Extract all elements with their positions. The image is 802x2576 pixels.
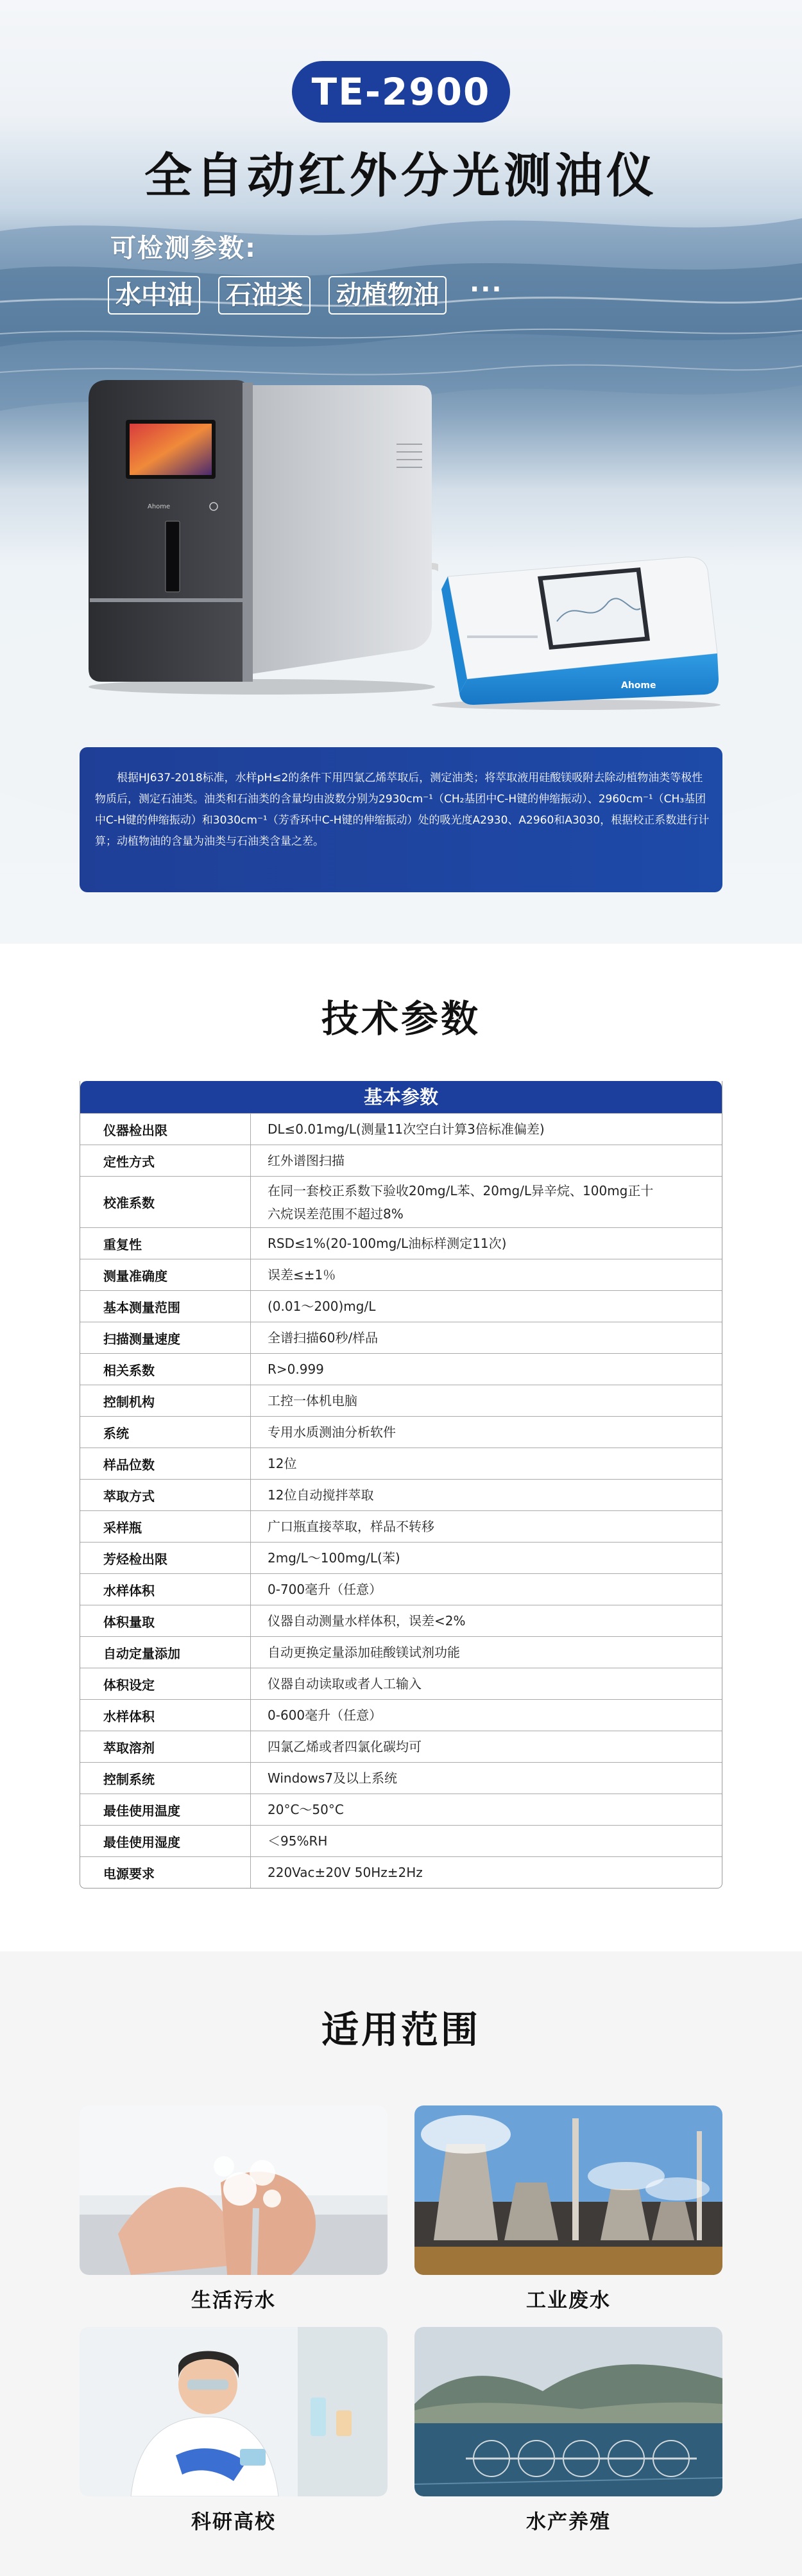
spec-section xyxy=(0,944,802,1951)
hero-banner xyxy=(0,0,802,944)
spec-table-title: 基本参数 xyxy=(80,1081,722,1113)
spec-row-key: 仪器检出限 xyxy=(80,1114,251,1145)
spec-row-key: 基本测量范围 xyxy=(80,1291,251,1322)
aquaculture-image xyxy=(414,2327,722,2496)
spec-row xyxy=(80,1176,722,1227)
spec-row-value: 自动更换定量添加硅酸镁试剂功能 xyxy=(268,1645,460,1660)
spec-row-value: 误差≤±1％ xyxy=(268,1267,336,1283)
spec-row-value: RSD≤1%(20-100mg/L油标样测定11次) xyxy=(268,1236,507,1251)
spec-row-key: 控制机构 xyxy=(80,1385,251,1416)
spec-row-key: 测量准确度 xyxy=(80,1259,251,1290)
spec-row xyxy=(80,1636,722,1668)
spec-row-key: 相关系数 xyxy=(80,1354,251,1385)
page-title: 全自动红外分光测油仪 xyxy=(144,148,658,203)
param-tag-animal-plant-oil: 动植物油 xyxy=(328,276,447,315)
scope-card-research xyxy=(80,2327,388,2496)
small-device-brand: Ahome xyxy=(621,680,656,691)
spec-row xyxy=(80,1479,722,1510)
spec-row-value: (0.01～200)mg/L xyxy=(268,1299,376,1314)
spec-row-key: 采样瓶 xyxy=(80,1511,251,1542)
scope-card-domestic-sewage xyxy=(80,2105,388,2275)
spec-row xyxy=(80,1794,722,1825)
spec-row xyxy=(80,1353,722,1385)
spec-row xyxy=(80,1856,722,1888)
spec-row-key: 水样体积 xyxy=(80,1700,251,1731)
spec-row-value: 仪器自动测量水样体积，误差<2% xyxy=(268,1613,466,1629)
spec-row xyxy=(80,1322,722,1353)
spec-row-value: 220Vac±20V 50Hz±2Hz xyxy=(268,1865,423,1880)
method-description: 根据HJ637-2018标准，水样pH≤2的条件下用四氯乙烯萃取后，测定油类；将萃取液用硅酸镁吸附去除动植物油类等极性物质后，测定石油类。油类和石油类的含量均由波数分别为2930cm⁻¹（CH₂基团中C-H键的伸缩振动）、2960cm⁻¹（CH₃基团中C-H键的伸缩振动）和3030cm⁻¹（芳香环中C-H键的伸缩振动）处的吸光度A2930、A2960和A3030，根据校正系数进行计算；动植物油的含量为油类与石油类含量之差。 xyxy=(80,747,722,892)
scope-section xyxy=(0,1951,802,2576)
big-device-brand: Ahome xyxy=(148,503,171,510)
scope-card-aquaculture xyxy=(414,2327,722,2496)
spec-row-value: 四氯乙烯或者四氯化碳均可 xyxy=(268,1739,422,1754)
spec-row-value: 0-600毫升（任意） xyxy=(268,1707,382,1723)
spec-row-value: 广口瓶直接萃取，样品不转移 xyxy=(268,1519,434,1534)
spec-row-value: DL≤0.01mg/L(测量11次空白计算3倍标准偏差) xyxy=(268,1121,545,1137)
scope-section-title: 适用范围 xyxy=(0,2000,802,2053)
spec-row-key: 萃取方式 xyxy=(80,1480,251,1510)
spec-row xyxy=(80,1510,722,1542)
spec-row-value: 0-700毫升（任意） xyxy=(268,1582,382,1597)
spec-row-key: 最佳使用湿度 xyxy=(80,1826,251,1856)
spec-row xyxy=(80,1145,722,1176)
spec-row-key: 最佳使用温度 xyxy=(80,1794,251,1825)
spec-row xyxy=(80,1385,722,1416)
spec-row-value: 全谱扫描60秒/样品 xyxy=(268,1330,379,1345)
param-tag-water-oil: 水中油 xyxy=(108,276,200,315)
spec-row-key: 电源要求 xyxy=(80,1857,251,1888)
spec-row-key: 重复性 xyxy=(80,1228,251,1259)
spec-row-value: 红外谱图扫描 xyxy=(268,1153,345,1168)
spec-row-key: 样品位数 xyxy=(80,1448,251,1479)
spec-row-value: 12位自动搅拌萃取 xyxy=(268,1487,374,1503)
spec-row xyxy=(80,1762,722,1794)
spec-row-value: 20°C～50°C xyxy=(268,1802,344,1817)
spec-row xyxy=(80,1290,722,1322)
param-tag-petroleum: 石油类 xyxy=(218,276,311,315)
spec-row-value: R>0.999 xyxy=(268,1361,324,1377)
params-label: 可检测参数: xyxy=(110,234,257,263)
spec-row-value: 专用水质测油分析软件 xyxy=(268,1424,396,1440)
spec-row xyxy=(80,1113,722,1145)
spec-row-key: 扫描测量速度 xyxy=(80,1322,251,1353)
spec-row-value: 在同一套校正系数下验收20mg/L苯、20mg/L异辛烷、100mg正十六烷误差范围不超过8% xyxy=(268,1182,654,1222)
spec-row-key: 体积量取 xyxy=(80,1605,251,1636)
spec-row xyxy=(80,1259,722,1290)
spec-row xyxy=(80,1448,722,1479)
scope-label-aquaculture: 水产养殖 xyxy=(526,2511,611,2534)
spec-row xyxy=(80,1699,722,1731)
more-params-ellipsis: ··· xyxy=(470,275,503,304)
domestic-sewage-image xyxy=(80,2105,388,2275)
spec-row-value: 工控一体机电脑 xyxy=(268,1393,357,1408)
spec-row xyxy=(80,1731,722,1762)
spec-row-key: 定性方式 xyxy=(80,1145,251,1176)
scope-label-research: 科研高校 xyxy=(191,2511,276,2534)
spec-section-title: 技术参数 xyxy=(0,989,802,1042)
spec-row-value: Windows7及以上系统 xyxy=(268,1770,398,1786)
spec-row-key: 萃取溶剂 xyxy=(80,1731,251,1762)
scope-card-industrial-wastewater xyxy=(414,2105,722,2275)
infrared-analyzer-image xyxy=(429,551,721,710)
spec-table xyxy=(80,1081,722,1889)
spec-row xyxy=(80,1668,722,1699)
spec-row-key: 体积设定 xyxy=(80,1668,251,1699)
spec-row xyxy=(80,1825,722,1856)
spec-row-key: 水样体积 xyxy=(80,1574,251,1605)
research-lab-image xyxy=(80,2327,388,2496)
spec-row xyxy=(80,1573,722,1605)
spec-row xyxy=(80,1542,722,1573)
spec-row-key: 自动定量添加 xyxy=(80,1637,251,1668)
industrial-wastewater-image xyxy=(414,2105,722,2275)
extraction-instrument-image xyxy=(82,374,438,695)
spec-row xyxy=(80,1227,722,1259)
spec-row xyxy=(80,1416,722,1448)
model-badge: TE-2900 xyxy=(292,61,510,123)
scope-label-industrial-wastewater: 工业废水 xyxy=(526,2289,611,2312)
spec-row-value: 2mg/L～100mg/L(苯) xyxy=(268,1550,400,1566)
spec-row-key: 芳烃检出限 xyxy=(80,1543,251,1573)
spec-row xyxy=(80,1605,722,1636)
scope-label-domestic-sewage: 生活污水 xyxy=(191,2289,276,2312)
spec-row-key: 系统 xyxy=(80,1417,251,1448)
spec-row-value: 12位 xyxy=(268,1456,297,1471)
spec-row-key: 控制系统 xyxy=(80,1763,251,1794)
spec-row-value: ＜95%RH xyxy=(268,1833,328,1849)
spec-row-value: 仪器自动读取或者人工输入 xyxy=(268,1676,422,1691)
spec-row-key: 校准系数 xyxy=(80,1177,251,1227)
